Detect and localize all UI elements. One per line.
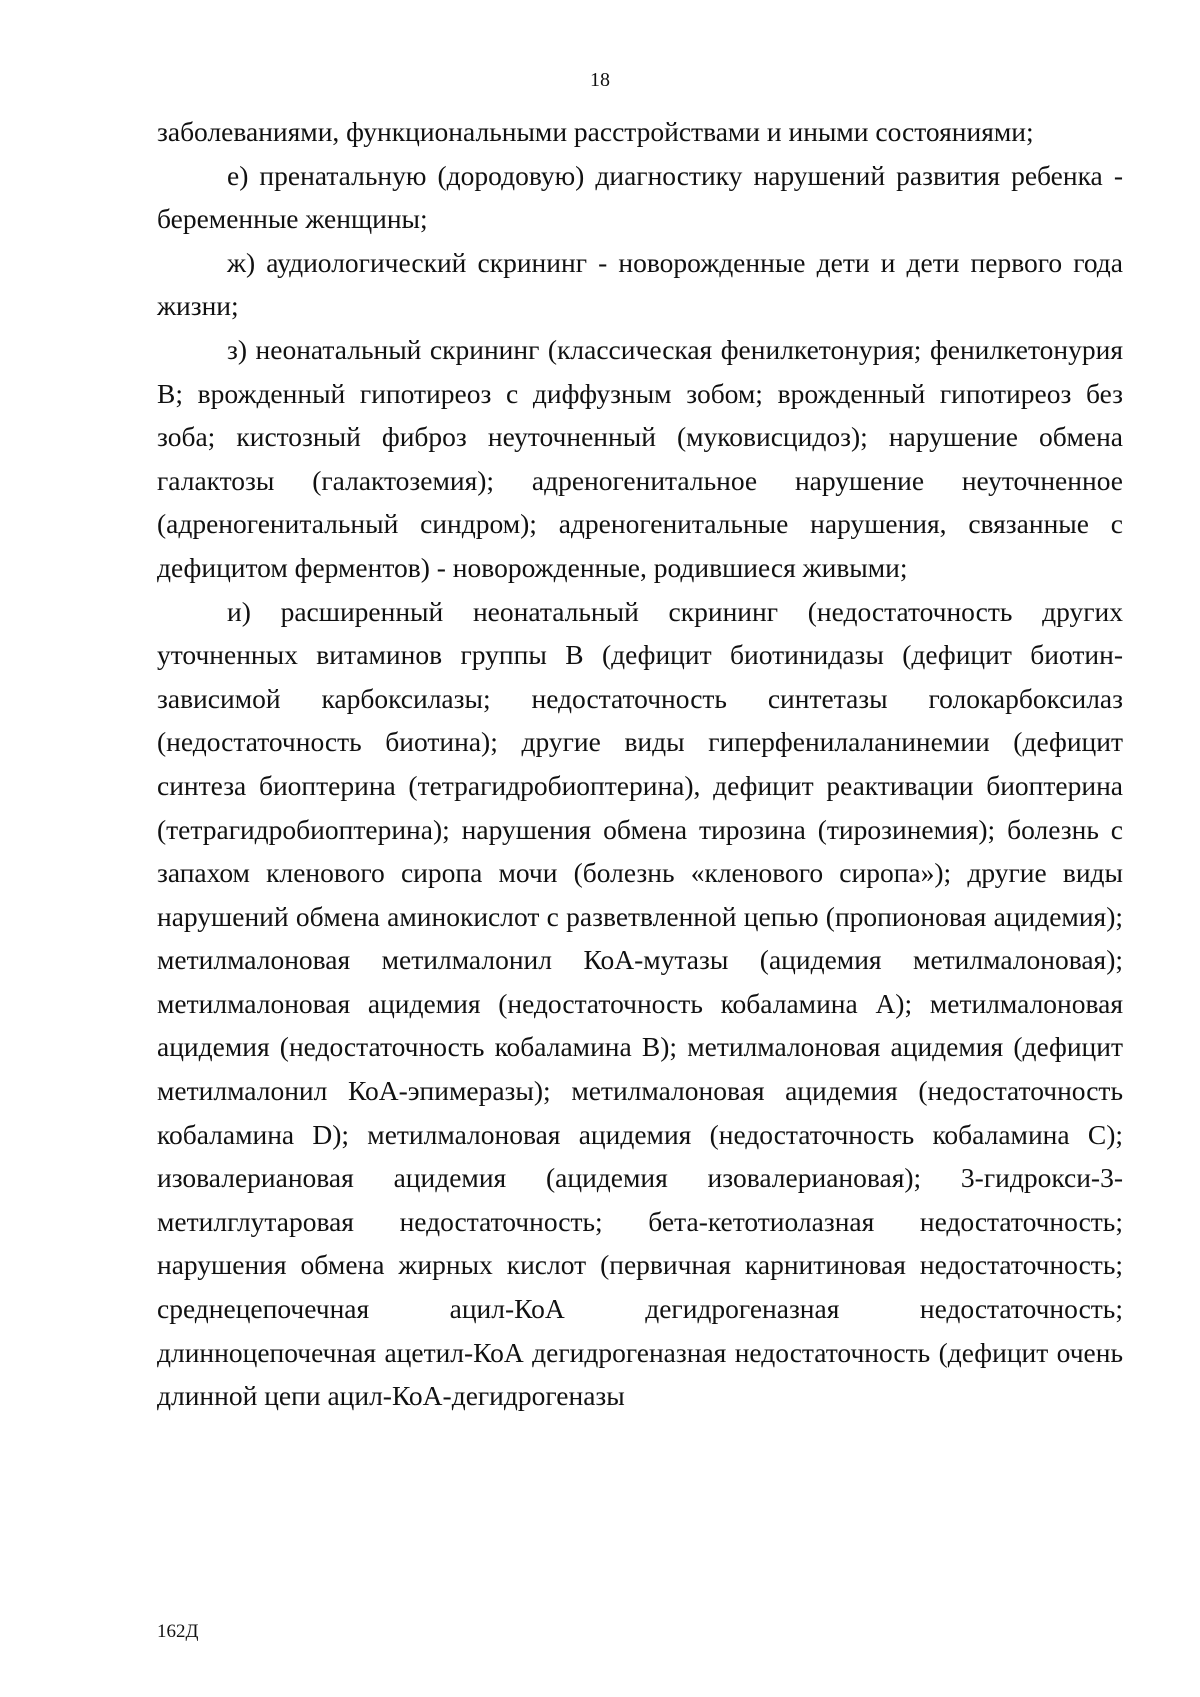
document-body	[157, 110, 1123, 1418]
paragraph-continuation: заболеваниями, функциональными расстройствами и иными состояниями;	[157, 116, 1034, 147]
paragraph-item-z: з) неонатальный скрининг (классическая фенилкетонурия; фенилкетонурия B; врожденный гипотиреоз с диффузным зобом; врожденный гипотиреоз без зоба; кистозный фиброз неуточненный (муковисцидоз); нарушение обмена галактозы (галактоземия); адреногенитальное нарушение неуточненное (адреногенитальный синдром); адреногенитальные нарушения, связанные с дефицитом ферментов) - новорожденные, родившиеся живыми;	[157, 333, 1123, 583]
paragraph-item-e: е) пренатальную (дородовую) диагностику нарушений развития ребенка - беременные женщины;	[157, 159, 1123, 235]
footer-document-code: 162Д	[157, 1621, 199, 1642]
paragraph-item-zh: ж) аудиологический скрининг - новорожденные дети и дети первого года жизни;	[157, 246, 1123, 322]
paragraph-item-i: и) расширенный неонатальный скрининг (недостаточность других уточненных витаминов группы B (дефицит биотинидазы (дефицит биотин-зависимой карбоксилазы; недостаточность синтетазы голокарбоксилаз (недостаточность биотина); другие виды гиперфенилаланинемии (дефицит синтеза биоптерина (тетрагидробиоптерина), дефицит реактивации биоптерина (тетрагидробиоптерина); нарушения обмена тирозина (тирозинемия); болезнь с запахом кленового сиропа мочи (болезнь «кленового сиропа»); другие виды нарушений обмена аминокислот с разветвленной цепью (пропионовая ацидемия); метилмалоновая метилмалонил КоА-мутазы (ацидемия метилмалоновая); метилмалоновая ацидемия (недостаточность кобаламина A); метилмалоновая ацидемия (недостаточность кобаламина B); метилмалоновая ацидемия (дефицит метилмалонил КоА-эпимеразы); метилмалоновая ацидемия (недостаточность кобаламина D); метилмалоновая ацидемия (недостаточность кобаламина C); изовалериановая ацидемия (ацидемия изовалериановая); 3-гидрокси-3-метилглутаровая недостаточность; бета-кетотиолазная недостаточность; нарушения обмена жирных кислот (первичная карнитиновая недостаточность; среднецепочечная ацил-КоА дегидрогеназная недостаточность; длинноцепочечная ацетил-КоА дегидрогеназная недостаточность (дефицит очень длинной цепи ацил-КоА-дегидрогеназы	[157, 595, 1123, 1412]
page-number: 18	[590, 69, 610, 91]
